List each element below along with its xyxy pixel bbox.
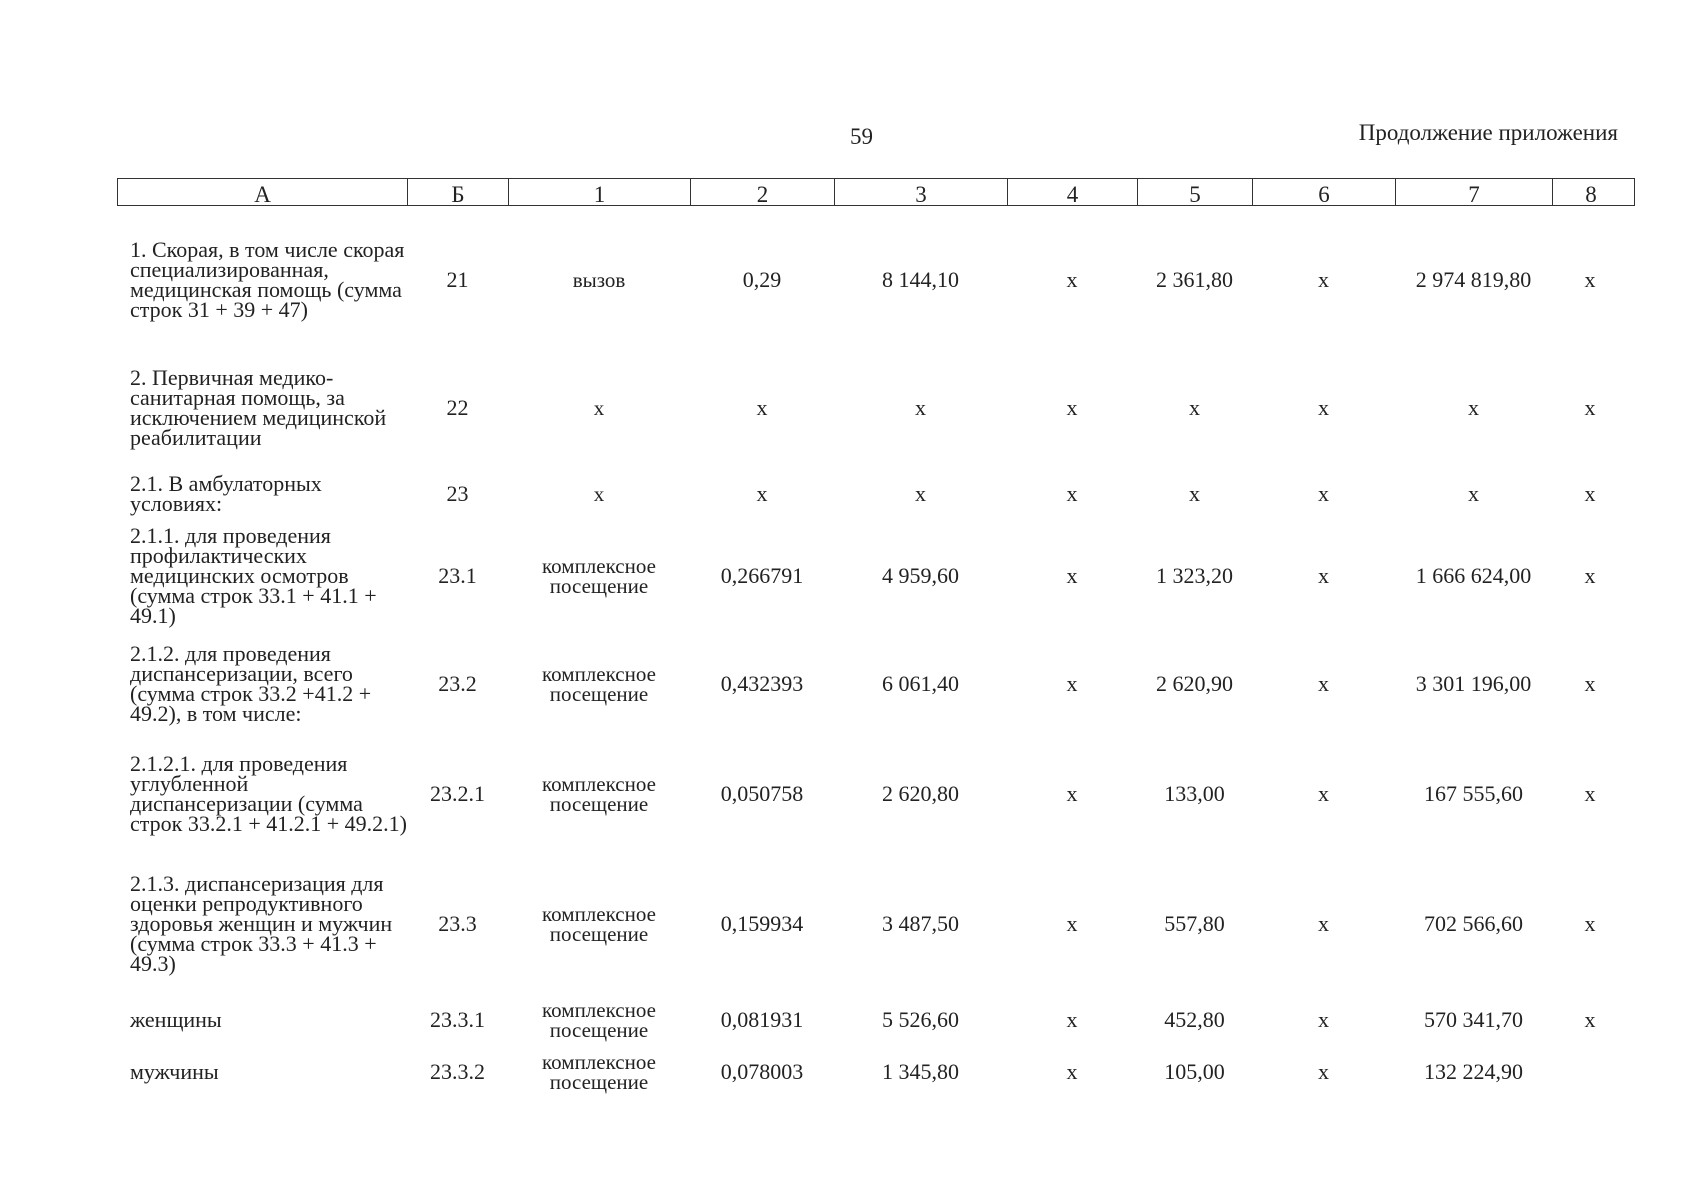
- header-cell-6: 6: [1253, 179, 1396, 206]
- row-unit: х: [593, 396, 605, 420]
- row-col5: х: [1189, 395, 1200, 420]
- table-row: [117, 472, 1635, 516]
- row-col3: х: [915, 481, 926, 506]
- row-col4: х: [1066, 563, 1078, 588]
- row-col2: 0,266791: [720, 563, 804, 588]
- table-row: [117, 742, 1635, 846]
- row-line: 23: [446, 481, 469, 506]
- row-col5: 1 323,20: [1156, 563, 1233, 588]
- row-col8: х: [1584, 1007, 1596, 1032]
- row-col3: 1 345,80: [882, 1059, 959, 1084]
- row-col6: х: [1318, 781, 1329, 806]
- row-name: мужчины: [130, 1059, 219, 1084]
- row-unit: комплексное посещение: [542, 902, 656, 946]
- row-col8: х: [1584, 671, 1596, 696]
- row-col5: 557,80: [1164, 911, 1225, 936]
- row-col2: 0,050758: [720, 781, 804, 806]
- row-unit: х: [593, 482, 605, 506]
- row-col8: х: [1584, 563, 1596, 588]
- header-cell-4: 4: [1008, 179, 1138, 206]
- row-unit: комплексное посещение: [542, 1050, 656, 1094]
- row-col7: х: [1468, 481, 1479, 506]
- header-cell-7: 7: [1396, 179, 1553, 206]
- table-row: [117, 642, 1635, 726]
- row-col8: х: [1584, 911, 1596, 936]
- row-line: 23.3.2: [430, 1059, 485, 1084]
- row-col6: х: [1318, 1059, 1329, 1084]
- row-col4: х: [1066, 481, 1078, 506]
- row-col7: 1 666 624,00: [1415, 563, 1532, 588]
- row-col6: х: [1318, 911, 1329, 936]
- row-col3: 8 144,10: [882, 267, 959, 292]
- row-col5: 452,80: [1164, 1007, 1225, 1032]
- table-row: [117, 228, 1635, 332]
- table-row: [117, 1050, 1635, 1094]
- row-col7: 132 224,90: [1424, 1059, 1523, 1084]
- row-line: 23.3.1: [430, 1007, 485, 1032]
- row-col5: х: [1189, 481, 1200, 506]
- row-unit: комплексное посещение: [542, 554, 656, 598]
- row-col3: 4 959,60: [882, 563, 959, 588]
- row-unit: комплексное посещение: [542, 772, 656, 816]
- row-col8: х: [1584, 781, 1596, 806]
- row-col2: 0,078003: [720, 1059, 804, 1084]
- row-col7: 2 974 819,80: [1415, 267, 1532, 292]
- header-cell-5: 5: [1138, 179, 1253, 206]
- row-name: женщины: [130, 1007, 222, 1032]
- header-cell-a: А: [118, 179, 408, 206]
- row-col4: х: [1066, 1007, 1078, 1032]
- row-col5: 2 620,90: [1156, 671, 1233, 696]
- row-col3: 2 620,80: [882, 781, 959, 806]
- row-col2: х: [756, 481, 768, 506]
- header-cell-2: 2: [691, 179, 835, 206]
- row-line: 23.2: [438, 671, 477, 696]
- row-col4: х: [1066, 267, 1078, 292]
- row-col5: 105,00: [1164, 1059, 1225, 1084]
- table-row: [117, 998, 1635, 1042]
- row-col2: 0,159934: [720, 911, 804, 936]
- row-col4: х: [1066, 1059, 1078, 1084]
- data-table: [117, 228, 1635, 1094]
- row-col2: 0,081931: [720, 1007, 804, 1032]
- row-col8: х: [1584, 395, 1596, 420]
- row-col7: 167 555,60: [1424, 781, 1523, 806]
- table-row: [117, 524, 1635, 628]
- header-cell-b: Б: [408, 179, 509, 206]
- row-unit: вызов: [572, 268, 626, 292]
- row-col7: х: [1468, 395, 1479, 420]
- header-cell-1: 1: [509, 179, 691, 206]
- row-col6: х: [1318, 267, 1329, 292]
- row-col6: х: [1318, 563, 1329, 588]
- row-name: 2.1.2.1. для проведения углубленной диспансеризации (сумма строк 33.2.1 + 41.2.1 + 49.2.1): [130, 751, 407, 836]
- row-unit: комплексное посещение: [542, 998, 656, 1042]
- row-col3: х: [915, 395, 926, 420]
- header-cell-8: 8: [1585, 182, 1597, 207]
- row-name: 2. Первичная медико-санитарная помощь, за исключением медицинской реабилитации: [130, 365, 387, 450]
- row-name: 2.1.3. диспансеризация для оценки репродуктивного здоровья женщин и мужчин (сумма строк 33.3 + 41.3 + 49.3): [130, 871, 393, 976]
- row-col4: х: [1066, 395, 1078, 420]
- row-col6: х: [1318, 1007, 1329, 1032]
- row-col4: х: [1066, 911, 1078, 936]
- row-col3: 3 487,50: [882, 911, 959, 936]
- page-number: 59: [850, 124, 873, 149]
- row-col2: х: [756, 395, 768, 420]
- row-name: 2.1. В амбулаторных условиях:: [130, 471, 322, 516]
- row-line: 23.1: [438, 563, 477, 588]
- row-col2: 0,432393: [720, 671, 804, 696]
- row-col3: 5 526,60: [882, 1007, 959, 1032]
- row-name: 2.1.1. для проведения профилактических медицинских осмотров (сумма строк 33.1 + 41.1 + 49.1): [130, 523, 377, 628]
- row-col4: х: [1066, 671, 1078, 696]
- row-line: 23.2.1: [430, 781, 485, 806]
- row-col7: 570 341,70: [1424, 1007, 1523, 1032]
- row-col6: х: [1318, 481, 1329, 506]
- row-col6: х: [1318, 395, 1329, 420]
- row-col7: 702 566,60: [1424, 911, 1523, 936]
- row-col6: х: [1318, 671, 1329, 696]
- header-cell-3: 3: [835, 179, 1008, 206]
- row-name: 1. Скорая, в том числе скорая специализированная, медицинская помощь (сумма строк 31 + 39 + 47): [130, 237, 405, 322]
- row-line: 22: [446, 395, 469, 420]
- table-header: [117, 178, 1635, 206]
- row-col3: 6 061,40: [882, 671, 959, 696]
- row-col8: х: [1584, 481, 1596, 506]
- row-line: 21: [446, 267, 469, 292]
- row-col7: 3 301 196,00: [1415, 671, 1532, 696]
- row-unit: комплексное посещение: [542, 662, 656, 706]
- row-col4: х: [1066, 781, 1078, 806]
- row-col5: 2 361,80: [1156, 267, 1233, 292]
- table-row: [117, 862, 1635, 986]
- row-col2: 0,29: [742, 267, 782, 292]
- table-row: [117, 356, 1635, 460]
- page-caption: Продолжение приложения: [1358, 120, 1618, 145]
- row-line: 23.3: [438, 911, 477, 936]
- row-col8: х: [1584, 267, 1596, 292]
- row-col5: 133,00: [1164, 781, 1225, 806]
- row-name: 2.1.2. для проведения диспансеризации, всего (сумма строк 33.2 +41.2 + 49.2), в том числе:: [130, 641, 372, 726]
